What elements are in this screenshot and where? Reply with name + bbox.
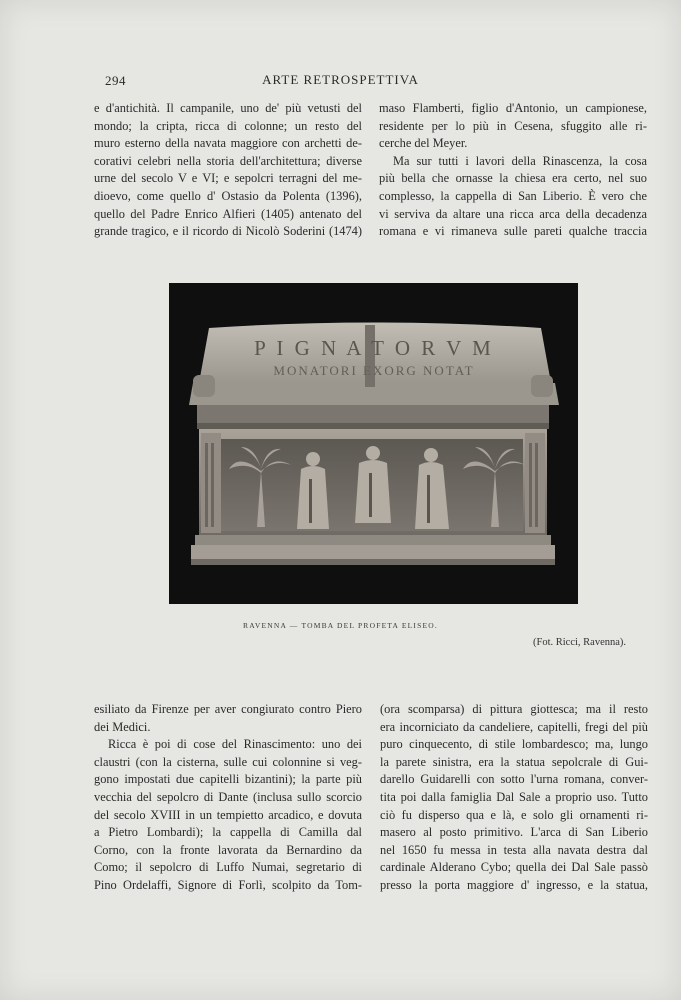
text-line: dioevo, come quello d' Ostasio da Polenta (1396),: [94, 188, 362, 203]
text-column-bottom-left: [94, 701, 362, 895]
text-column-top-right: [379, 100, 647, 241]
text-line: maso Flamberti, figlio d'Antonio, un campionese,: [379, 101, 647, 115]
text-line: tita poi dalla famiglia Dal Sale a proprio uso. Tutto: [380, 789, 648, 804]
text-line: cardinale Alderano Cybo; quella dei Dal Sale passò: [380, 860, 648, 875]
text-line: esiliato da Firenze per aver congiurato contro Piero: [94, 702, 362, 716]
text-line: del secolo XVIII in un tempietto arcadico, e dovuta: [94, 807, 362, 822]
text-line: presso la porta maggiore d' ingresso, e la statua,: [380, 877, 648, 892]
text-line: claustri (con la cisterna, sulle cui colonnine si veg-: [94, 754, 362, 769]
text-line: Pino Ordelaffi, Signore di Forlì, scolpito da Tom-: [94, 877, 362, 892]
text-line: urne del secolo V e VI; e sepolcri terragni del me-: [94, 171, 362, 186]
text-line: gono impostati due capitelli bizantini); la parte più: [94, 772, 362, 787]
text-line: residente per lo più in Cesena, sfuggito alle ri-: [379, 118, 647, 133]
text-line: era incorniciato da candeliere, capitelli, fregi del più: [380, 719, 648, 734]
text-line: romana e vi rimaneva sulle pareti qualche traccia: [379, 224, 647, 239]
inscription-line-1: P I G N A T O R V M: [254, 336, 494, 360]
text-line: a Pietro Lombardi); la cappella di Camilla dal: [94, 825, 362, 840]
sarcophagus-photograph: [169, 283, 578, 604]
running-title: ARTE RETROSPETTIVA: [262, 72, 419, 87]
text-line: cerche del Meyer.: [379, 136, 468, 151]
text-line: Ma sur tutti i lavori della Rinascenza, la cosa: [393, 153, 647, 168]
text-column-top-left: [94, 100, 362, 241]
text-line: complesso, la cappella di San Liberio. È vero che: [379, 188, 647, 203]
text-line: più bella che ornasse la chiesa era certo, nel suo: [379, 171, 647, 186]
text-line: (ora scomparsa) di pittura giottesca; ma il resto: [380, 702, 648, 716]
text-line: nel 1650 fu messa in testa alla navata destra dal: [380, 842, 648, 857]
page-number: 294: [105, 73, 126, 88]
sarcophagus-illustration: [169, 283, 578, 604]
text-line: corativi celebri nella storia dell'architettura; diverse: [94, 153, 362, 168]
text-line: quello del Padre Enrico Alfieri (1405) antenato del: [94, 206, 362, 221]
text-line: ciò fu disperso qua e là, e solo gli ornamenti ri-: [380, 807, 648, 822]
text-line: Ricca è poi di cose del Rinascimento: uno dei: [108, 737, 362, 752]
photo-credit: (Fot. Ricci, Ravenna).: [533, 637, 627, 648]
text-line: la parete sinistra, era la statua sepolcrale di Gui-: [380, 754, 648, 769]
figure-caption: RAVENNA — TOMBA DEL PROFETA ELISEO.: [243, 621, 438, 630]
text-line: mondo; la cripta, ricca di colonne; un resto del: [94, 118, 362, 133]
text-line: masero al posto primitivo. L'arca di San Liberio: [380, 825, 648, 840]
text-line: vi serviva da altare una ricca arca della decadenza: [379, 206, 647, 221]
text-line: darello Guidarelli con sotto l'urna romana, conver-: [380, 772, 648, 787]
text-line: e d'antichità. Il campanile, uno de' più vetusti del: [94, 101, 362, 115]
text-line: dei Medici.: [94, 719, 151, 734]
text-column-bottom-right: [380, 701, 648, 895]
text-line: muro esterno della navata maggiore con archetti de-: [94, 136, 362, 151]
text-line: vecchia del sepolcro di Dante (inclusa sullo scorcio: [94, 789, 362, 804]
text-line: grande tragico, e il ricordo di Nicolò Soderini (1474): [94, 224, 362, 239]
text-line: Como; il sepolcro di Luffo Numai, segretario di: [94, 860, 362, 875]
text-line: puro cinquecento, di stile lombardesco; ma, lungo: [380, 737, 648, 752]
inscription-line-2: MONATORI EXORG NOTAT: [273, 363, 475, 378]
text-line: Corno, con la fronte lavorata da Bernardino da: [94, 842, 362, 857]
